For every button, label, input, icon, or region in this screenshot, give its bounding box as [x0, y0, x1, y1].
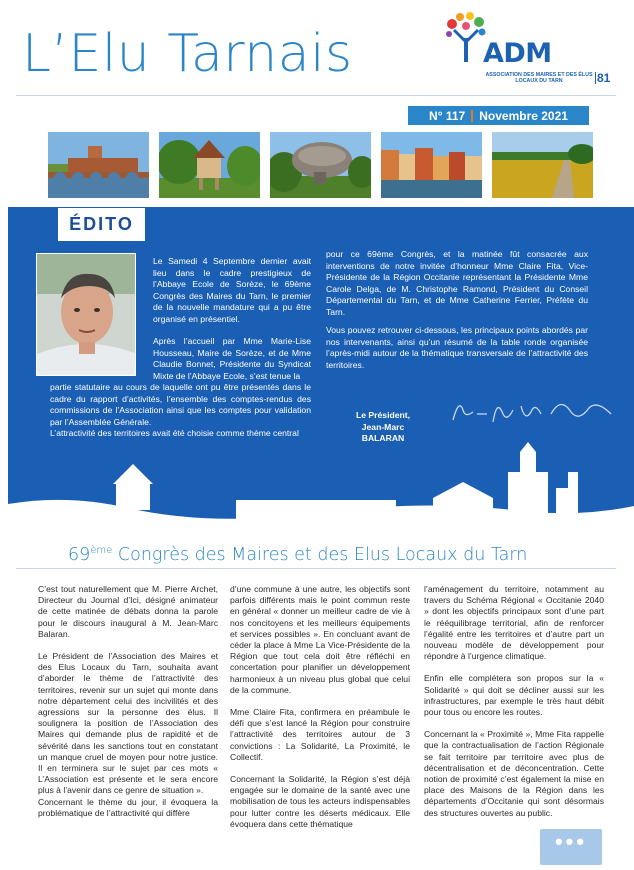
article-column-1 [38, 584, 218, 830]
article-column-3 [424, 584, 604, 830]
article-column-2 [230, 584, 410, 841]
article-paragraph: Le Président de l’Association des Maires et des Elus Locaux du Tarn, souhaita avant d’aborder le thème de l’attractivité des territoires, revenir sur un sujet qui monte dans notre département celui des incivilités et des agressions sur la personne des élus. Il soulignera la position de l’Association des Maires qui demande plus de rapidité et de sévérité dans les sanctions tout en constatant un manque cruel de moyen pour notre justice. Il en terminera sur le sujet par ces mots « L’Association est présente et le sera encore plus à l’avenir dans ce genre de situation ». [38, 651, 218, 796]
article-paragraph: Concernant la Solidarité, la Région s’est déjà engagée sur le domaine de la santé avec une mobilisation de tous les acteurs indispensables pour lutter contre les déserts médicaux. Elle évoquera dans cette thématique [230, 774, 410, 829]
edito-paragraph-5: Vous pouvez retrouver ci-dessous, les principaux points abordés par nos intervenants, ainsi qu’un résumé de la table ronde organisée l’après-midi autour de la thématique transversale de l’attractivité des territoires. [326, 325, 588, 370]
logo-separator [595, 72, 596, 84]
edito-paragraph-3: L’attractivité des territoires avait été choisie comme thème central [50, 428, 299, 438]
president-portrait [36, 253, 136, 376]
signature-name: Jean-Marc BALARAN [361, 421, 405, 444]
section-divider [16, 568, 616, 569]
town-skyline-graphic [8, 442, 634, 542]
logo-subtitle: ASSOCIATION DES MAIRES ET DES ÉLUS LOCAUX DU TARN [485, 72, 593, 85]
adm-logo [446, 8, 616, 88]
signature-role: Le Président, [356, 410, 410, 420]
article-paragraph: Concernant le thème du jour, il évoquera la problématique de l’attractivité qui diffère [38, 796, 218, 818]
issue-banner [408, 106, 589, 125]
issue-separator [471, 110, 473, 122]
newsletter-title: L’Elu Tarnais [22, 24, 353, 84]
edito-paragraph-2b: partie statutaire au cours de laquelle ont pu être présentés dans le cadre du rapport d’activités, l’ensemble des comptes-rendus des commissions de l’Association ainsi que les comptes pour validation par l’Assemblée Générale. [50, 382, 311, 427]
edito-paragraph-4: pour ce 69ème Congrès, et la matinée fût consacrée aux interventions de notre invitée d’honneur Mme Claire Fita, Vice-Présidente de la Région Occitanie représentant la Présidente Mme Carole Delga, de M. Christophe Ramond, Président du Conseil Départemental du Tarn, et de Mme Catherine Ferrier, Préfète du Tarn. [326, 249, 588, 317]
handwritten-signature-icon [447, 392, 617, 432]
balancing-rock-photo [270, 132, 371, 198]
riverside-houses-photo [381, 132, 482, 198]
article-paragraph: Concernant la « Proximité », Mme Fita rappelle que la contractualisation de l’action Régionale se fait territoire par territoire avec plus de décentralisation et de déconcentration. Cette notion de proximité c’est également la mise en place des Maisons de la Région dans les départements d’Occitanie qui sont désormais des structures ouvertes au public. [424, 729, 604, 818]
pigeonnier-photo [159, 132, 260, 198]
photo-strip [48, 132, 588, 199]
masthead [0, 0, 634, 130]
logo-wordmark: ADM [483, 38, 552, 69]
albi-bridge-photo [48, 132, 149, 198]
tree-logo-icon [446, 12, 486, 64]
article-paragraph: l’aménagement du territoire, notamment au travers du Schéma Régional « Occitanie 2040 » dont les objectifs principaux sont d’une part le rééquilibrage territorial, afin de renforcer l’égalité entre les territoires et d’autre part un nouveau modèle de développement pour répondre à l’urgence climatique. [424, 584, 604, 662]
article-paragraph: Enfin elle complétera son propos sur la « Solidarité » qui doit se décliner aussi sur les infrastructures, par exemple le très haut débit pour tous ou encore les routes. [424, 673, 604, 718]
article-paragraph: d’une commune à une autre, les objectifs sont parfois différents mais le point commun reste en général « donner un meilleur cadre de vie à nos concitoyens et les meilleurs équipements et services possibles ». En concluant avant de céder la place à Mme La Vice-Présidente de la Région que tout cela doit être réfléchi en concertation pour planifier un développement harmonieux à un niveau plus global que celui de la commune. [230, 584, 410, 695]
signature-block [343, 410, 423, 445]
edito-tab: ÉDITO [58, 208, 145, 241]
article-paragraph: C’est tout naturellement que M. Pierre Archet, Directeur du Journal d’Ici, désigné animateur de cette matinée de débats donna la parole pour le discours inaugural à M. Jean-Marc Balaran. [38, 584, 218, 639]
sunflower-field-photo [492, 132, 593, 198]
edito-paragraph-1: Le Samedi 4 Septembre dernier avait lieu dans le cadre prestigieux de l’Abbaye Ecole de Sorèze, le 69ème Congrès des Maires du Tarn, le premier de la nouvelle mandature qui a pu être organisé en présentiel. [153, 256, 311, 324]
more-button[interactable] [540, 829, 602, 865]
ellipsis-icon: ••• [554, 829, 588, 854]
logo-department: 81 [597, 71, 611, 85]
section-title: 69ème Congrès des Maires et des Elus Locaux du Tarn [68, 545, 528, 565]
article-paragraph: Mme Claire Fita, confirmera en préambule le défi que s’est lancé la Région pour construire l’attractivité des territoires autour de 3 convictions : La Solidarité, La Proximité, le Collectif. [230, 707, 410, 762]
issue-date: Novembre 2021 [479, 108, 568, 123]
issue-number: N° 117 [429, 108, 466, 123]
edito-paragraph-2a: Après l’accueil par Mme Marie-Lise Housseau, Maire de Sorèze, et de Mme Claudie Bonnet, Présidente du Syndicat Mixte de l’Abbaye Ecole, s’est tenue la [153, 336, 311, 381]
masthead-divider [16, 95, 616, 96]
